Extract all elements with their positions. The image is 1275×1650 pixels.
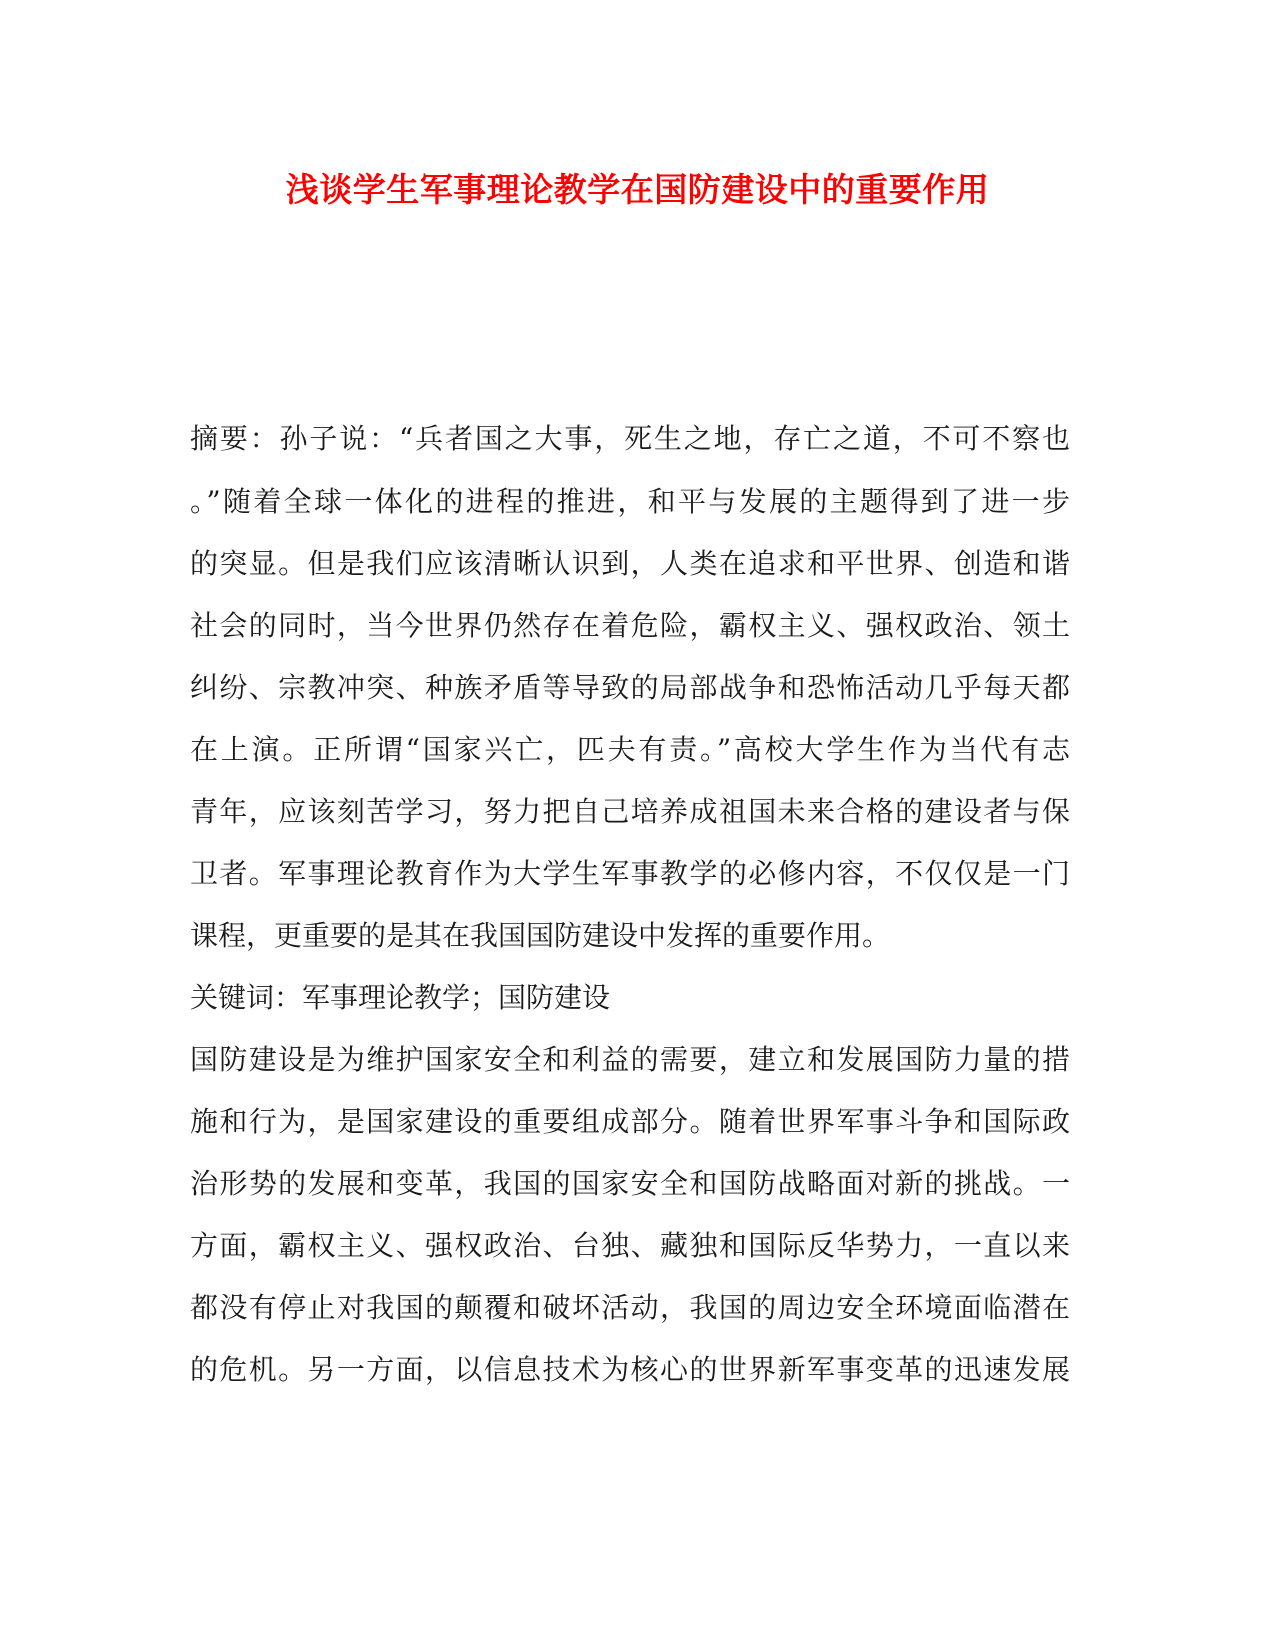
body-line: 国防建设是为维护国家安全和利益的需要，建立和发展国防力量的措 — [190, 1043, 1070, 1076]
abstract-line: 卫者。军事理论教育作为大学生军事教学的必修内容，不仅仅是一门 — [190, 857, 1070, 890]
keywords: 关键词：军事理论教学；国防建设 — [190, 981, 611, 1014]
document-title: 浅谈学生军事理论教学在国防建设中的重要作用 — [285, 170, 990, 209]
abstract-line: 在上演。正所谓“国家兴亡，匹夫有责。”高校大学生作为当代有志 — [190, 733, 1070, 766]
body-line: 方面，霸权主义、强权政治、台独、藏独和国际反华势力，一直以来 — [190, 1229, 1070, 1262]
abstract-line: 课程，更重要的是其在我国国防建设中发挥的重要作用。 — [190, 919, 891, 952]
abstract-line: 的突显。但是我们应该清晰认识到，人类在追求和平世界、创造和谐 — [190, 547, 1070, 580]
body-line: 治形势的发展和变革，我国的国家安全和国防战略面对新的挑战。一 — [190, 1167, 1070, 1200]
body-line: 施和行为，是国家建设的重要组成部分。随着世界军事斗争和国际政 — [190, 1105, 1070, 1138]
abstract-line: 社会的同时，当今世界仍然存在着危险，霸权主义、强权政治、领土 — [190, 609, 1070, 642]
abstract-line: 青年，应该刻苦学习，努力把自己培养成祖国未来合格的建设者与保 — [190, 795, 1070, 828]
abstract-line: 摘要：孙子说：“兵者国之大事，死生之地，存亡之道，不可不察也 — [190, 422, 1070, 455]
body-line: 都没有停止对我国的颠覆和破坏活动，我国的周边安全环境面临潜在 — [190, 1291, 1070, 1324]
abstract-line: 。”随着全球一体化的进程的推进，和平与发展的主题得到了进一步 — [190, 485, 1070, 518]
abstract-line: 纠纷、宗教冲突、种族矛盾等导致的局部战争和恐怖活动几乎每天都 — [190, 671, 1070, 704]
body-line: 的危机。另一方面，以信息技术为核心的世界新军事变革的迅速发展 — [190, 1353, 1070, 1386]
